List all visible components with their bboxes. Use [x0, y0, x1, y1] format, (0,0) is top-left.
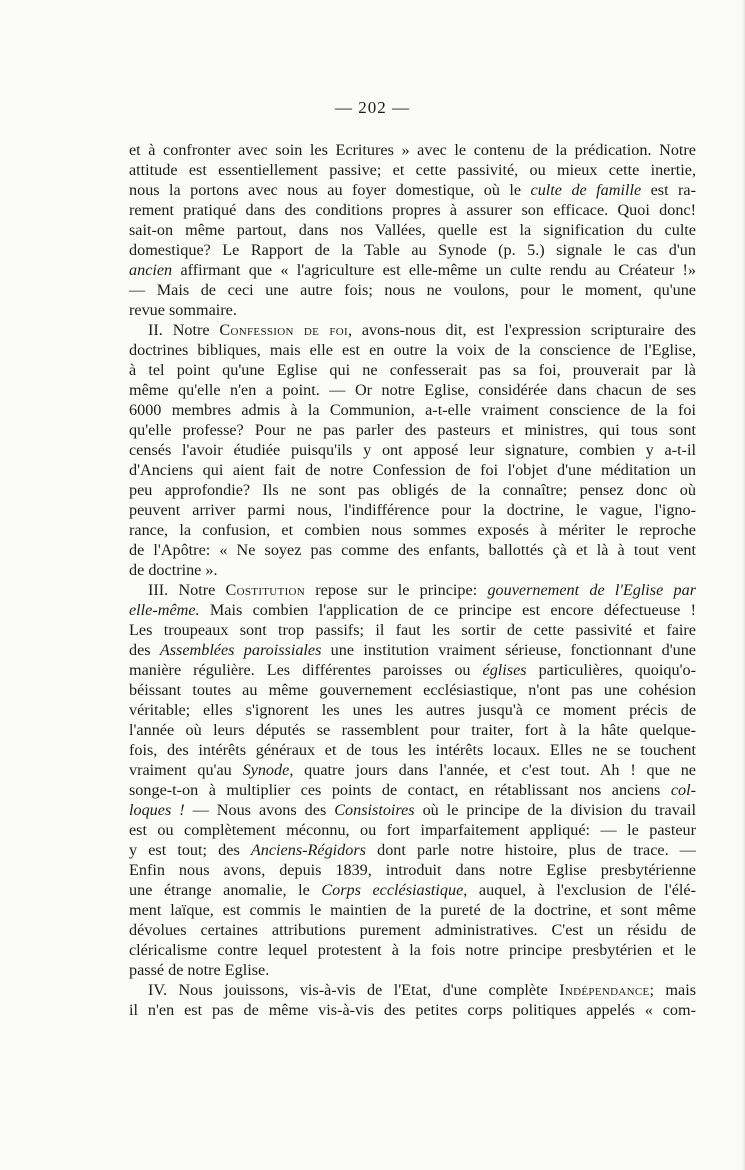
line-text: II. Notre — [148, 321, 220, 339]
italic-term: Synode — [242, 761, 290, 779]
text-line — [129, 380, 696, 400]
text-line — [129, 460, 696, 480]
italic-term: col- — [670, 781, 696, 799]
text-line — [129, 680, 696, 700]
line-text: revue sommaire. — [129, 301, 237, 319]
italic-term: Assemblées paroissiales — [159, 641, 322, 659]
text-line — [129, 860, 696, 880]
text-line — [129, 640, 696, 660]
line-text: même qu'elle n'en a point. — Or notre Eglise, considérée dans chacun de ses — [129, 381, 696, 399]
line-text: est ra- — [641, 181, 696, 199]
line-text: repose sur le principe: — [305, 581, 488, 599]
line-text: il n'en est pas de même vis-à-vis des petites corps politiques appelés « com- — [129, 1001, 696, 1019]
text-line — [129, 300, 696, 320]
body-text — [129, 140, 696, 1020]
text-line — [129, 760, 696, 780]
text-line — [129, 420, 696, 440]
text-line — [129, 960, 696, 980]
italic-term: Corps ecclésiastique — [321, 881, 464, 899]
line-text: attitude est essentiellement passive; et cette passivité, ou mieux cette inertie, — [129, 161, 696, 179]
text-line — [129, 280, 696, 300]
small-caps-term: Indépendance — [559, 981, 650, 999]
text-line — [129, 500, 696, 520]
text-line — [129, 160, 696, 180]
line-text: vraiment qu'au — [129, 761, 243, 779]
italic-term: elle-même. — [129, 601, 200, 619]
line-text: ; mais — [649, 981, 696, 999]
line-text: nous la portons avec nous au foyer domestique, où le — [129, 181, 531, 199]
text-line — [129, 360, 696, 380]
line-text: d'Anciens qui aient fait de notre Confession de foi l'objet d'une méditation un — [129, 461, 696, 479]
line-text: rance, la confusion, et combien nous sommes exposés à mériter le reproche — [129, 521, 696, 539]
text-line — [129, 340, 696, 360]
line-text: passé de notre Eglise. — [129, 961, 270, 979]
line-text: , quatre jours dans l'année, et c'est tout. Ah ! que ne — [289, 761, 696, 779]
text-line — [129, 440, 696, 460]
text-line — [129, 480, 696, 500]
line-text: domestique? Le Rapport de la Table au Synode (p. 5.) signale le cas d'un — [129, 241, 696, 259]
line-text: sait-on même partout, dans nos Vallées, quelle est la signification du culte — [129, 221, 696, 239]
text-line — [129, 1000, 696, 1020]
text-line — [129, 820, 696, 840]
line-text: véritable; elles s'ignorent les unes les autres jusqu'à ce moment précis de — [129, 701, 696, 719]
text-line — [129, 260, 696, 280]
line-text: et à confronter avec soin les Ecritures » avec le contenu de la prédication. Notre — [129, 141, 696, 159]
italic-term: églises — [482, 661, 527, 679]
line-text: doctrines bibliques, mais elle est en outre la voix de la conscience de l'Eglise, — [129, 341, 696, 359]
text-line — [129, 220, 696, 240]
line-text: une institution vraiment sérieuse, fonctionnant d'une — [321, 641, 696, 659]
line-text: béissant toutes au même gouvernement ecclésiastique, n'ont pas une cohésion — [129, 681, 696, 699]
line-text: Les troupeaux sont trop passifs; il faut les sortir de cette passivité et faire — [129, 621, 696, 639]
italic-term: loques ! — [129, 801, 185, 819]
line-text: 6000 membres admis à la Communion, a-t-elle vraiment conscience de la foi — [129, 401, 696, 419]
text-line — [129, 920, 696, 940]
text-line — [129, 540, 696, 560]
small-caps-term: Costitution — [225, 581, 306, 599]
italic-term: Anciens-Régidors — [250, 841, 366, 859]
text-line — [129, 700, 696, 720]
line-text: y est tout; des — [129, 841, 251, 859]
line-text: rement pratiqué dans des conditions propres à assurer son efficace. Quoi donc! — [129, 201, 696, 219]
text-line — [129, 780, 696, 800]
line-text: censés l'avoir étudiée puisqu'ils y ont apposé leur signature, combien y a-t-il — [129, 441, 696, 459]
line-text: qu'elle professe? Pour ne pas parler des pasteurs et ministres, qui tous sont — [129, 421, 696, 439]
line-text: Enfin nous avons, depuis 1839, introduit dans notre Eglise presbytérienne — [129, 861, 696, 879]
text-line — [129, 600, 696, 620]
line-text: l'année où leurs députés se rassemblent pour traiter, fort à la hâte quelque- — [129, 721, 696, 739]
text-line — [129, 880, 696, 900]
line-text: , auquel, à l'exclusion de l'élé- — [463, 881, 696, 899]
line-text: songe-t-on à multiplier ces points de contact, en rétablissant nos anciens — [129, 781, 671, 799]
italic-term: ancien — [129, 261, 173, 279]
line-text: fois, des intérêts généraux et de tous les intérêts locaux. Elles ne se touchent — [129, 741, 696, 759]
line-text: cléricalisme contre lequel protestent à la fois notre principe presbytérien et le — [129, 941, 696, 959]
line-text: à tel point qu'une Eglise qui ne confesserait pas sa foi, prouverait par là — [129, 361, 696, 379]
text-line — [129, 720, 696, 740]
line-text: peuvent arriver parmi nous, l'indifférence pour la doctrine, le vague, l'igno- — [129, 501, 696, 519]
text-line — [129, 660, 696, 680]
text-line — [129, 320, 696, 340]
italic-term: culte de famille — [530, 181, 642, 199]
italic-term: gouvernement de l'Eglise par — [487, 581, 697, 599]
text-line — [129, 580, 696, 600]
line-text: , avons-nous dit, est l'expression scripturaire des — [347, 321, 696, 339]
line-text: ment laïque, est commis le maintien de la pureté de la doctrine, et sont même — [129, 901, 696, 919]
line-text: est ou complètement méconnu, ou fort imparfaitement appliqué: — le pasteur — [129, 821, 696, 839]
text-line — [129, 140, 696, 160]
line-text: de doctrine ». — [129, 561, 218, 579]
text-line — [129, 240, 696, 260]
line-text: particulières, quoiqu'o- — [526, 661, 696, 679]
line-text: — Nous avons des — [184, 801, 335, 819]
line-text: dont parle notre histoire, plus de trace. — — [365, 841, 696, 859]
line-text: III. Notre — [148, 581, 226, 599]
italic-term: Consistoires — [334, 801, 415, 819]
text-line — [129, 180, 696, 200]
text-line — [129, 520, 696, 540]
text-line — [129, 900, 696, 920]
page-number: — 202 — — [335, 98, 410, 117]
line-text: peu approfondie? Ils ne sont pas obligés de la connaître; pensez donc où — [129, 481, 696, 499]
text-line — [129, 200, 696, 220]
text-line — [129, 980, 696, 1000]
line-text: où le principe de la division du travail — [414, 801, 696, 819]
text-line — [129, 940, 696, 960]
line-text: Mais combien l'application de ce principe est encore défectueuse ! — [199, 601, 696, 619]
line-text: manière régulière. Les différentes paroisses ou — [129, 661, 483, 679]
text-line — [129, 740, 696, 760]
text-line — [129, 800, 696, 820]
text-line — [129, 840, 696, 860]
line-text: — Mais de ceci une autre fois; nous ne voulons, pour le moment, qu'une — [129, 281, 696, 299]
line-text: des — [129, 641, 160, 659]
line-text: dévolues certaines attributions purement administratives. C'est un résidu de — [129, 921, 696, 939]
line-text: IV. Nous jouissons, vis-à-vis de l'Etat, d'une complète — [148, 981, 560, 999]
line-text: affirmant que « l'agriculture est elle-même un culte rendu au Créateur !» — [172, 261, 696, 279]
text-line — [129, 620, 696, 640]
text-line — [129, 560, 696, 580]
small-caps-term: Confession de foi — [219, 321, 348, 339]
line-text: une étrange anomalie, le — [129, 881, 322, 899]
line-text: de l'Apôtre: « Ne soyez pas comme des enfants, ballottés çà et là à tout vent — [129, 541, 696, 559]
text-line — [129, 400, 696, 420]
